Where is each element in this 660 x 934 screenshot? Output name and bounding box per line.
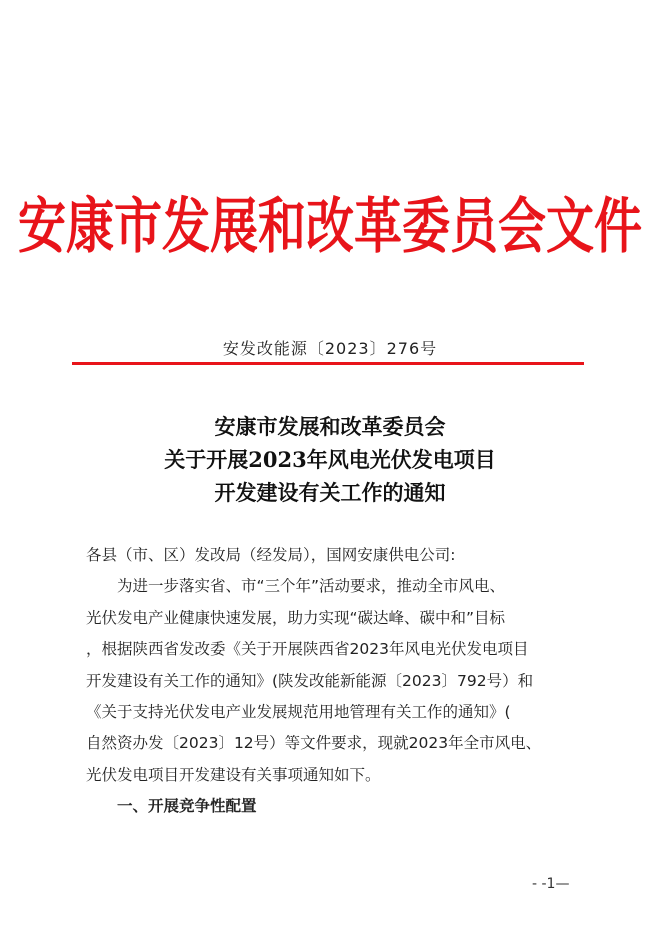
body-line: 为进一步落实省、市“三个年”活动要求，推动全市风电、 [117,577,506,596]
title-line-3: 开发建设有关工作的通知 [214,480,446,505]
title-line-2: 关于开展2023年风电光伏发电项目 [164,447,496,472]
red-divider-line [72,362,584,365]
body-line: 开发建设有关工作的通知》(陕发改能新能源〔2023〕792号）和 [86,671,534,690]
body-line: ，根据陕西省发改委《关于开展陕西省2023年风电光伏发电项目 [86,640,529,659]
document-body [86,540,586,823]
document-title [0,410,660,509]
document-number: 安发改能源〔2023〕276号 [222,339,438,358]
body-line: 自然资办发〔2023〕12号）等文件要求，现就2023年全市风电、 [86,734,542,753]
document-masthead: 安康市发展和改革委员会文件 [17,191,642,262]
page-number: - -1— [532,876,570,892]
title-line-1: 安康市发展和改革委员会 [214,414,446,439]
section-heading: 一、开展竞争性配置 [117,797,257,816]
body-line: 光伏发电产业健康快速发展，助力实现“碳达峰、碳中和”目标 [86,608,506,627]
recipients-line: 各县（市、区）发改局（经发局），国网安康供电公司: [86,546,456,564]
body-line: 《关于支持光伏发电产业发展规范用地管理有关工作的通知》( [86,703,511,722]
body-line: 光伏发电项目开发建设有关事项通知如下。 [86,765,381,784]
